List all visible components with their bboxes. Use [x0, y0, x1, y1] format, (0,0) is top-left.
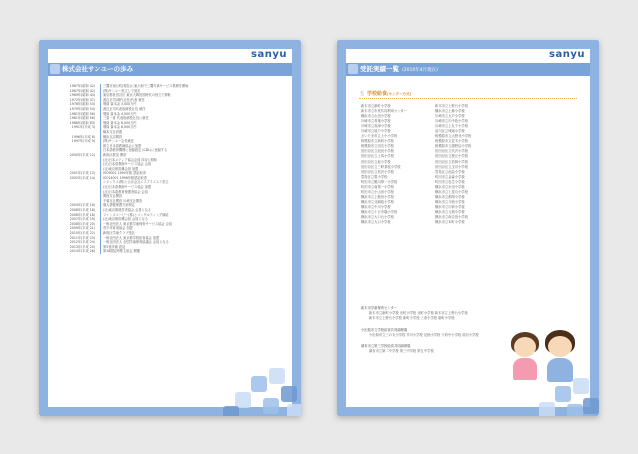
facility-group-item: 新木市立新町小学校 北町小学校 北町小学校 新木市立上野台小学校 [369, 311, 468, 316]
timeline-year: 1972年(昭和 47) [69, 97, 95, 102]
history-timeline [59, 84, 285, 254]
timeline-event: 第18期定時株主総会 開催 [103, 249, 140, 254]
school-item: 横浜市立今宿小学校 [435, 199, 465, 204]
school-item: 川崎市立上丸子小学校 [435, 124, 468, 129]
page-subtitle: (2010年4月現在) [402, 68, 438, 73]
school-item: 横浜市立十日市場小学校 [361, 209, 398, 214]
school-item: 横浜市立南吉田小学校 [435, 215, 468, 220]
school-item: 横浜市立中川小学校 [361, 204, 391, 209]
school-item: 世田谷区立桜丘小学校 [435, 154, 468, 159]
timeline-year: 1991年(平成 3) [71, 125, 95, 130]
school-item: 世田谷区立松沢小学校 [361, 169, 394, 174]
school-item: 町田市立忠生小学校 [435, 179, 465, 184]
school-item: 町田市立金森小学校 [435, 174, 465, 179]
timeline-year: 2010年(平成 22) [69, 231, 95, 235]
school-column-1 [361, 104, 407, 225]
section-title: 学校給食 [366, 91, 387, 97]
timeline-year: 2002年(平成 14) [69, 175, 95, 180]
school-item: 豊島区立池袋小学校 [435, 169, 465, 174]
timeline-event: 関西支社開設 [103, 194, 123, 199]
school-item: 新木市立新町小学校 [361, 104, 391, 108]
timeline-event: (社)東京都経営者協会 会員となる [103, 208, 152, 213]
facility-group [361, 344, 479, 354]
timeline-event: (社)東京都指導会員 加盟 [103, 166, 139, 171]
timeline-event: ファンズエーピー(株)とコンサルティング締結 [103, 212, 169, 217]
timeline-event: 増資 資本金 3,000万円 [103, 102, 137, 107]
timeline-event: (社)東京都指導会員 会員となる [103, 217, 148, 222]
timeline-event: 個人情報保護方針制定 [103, 203, 135, 208]
facility-group-item: 調布市立第二中学校 第三中学校 第五中学校 [369, 349, 434, 354]
school-item: 横浜市立都岡小学校 [435, 194, 465, 199]
school-item: 横浜市立川和小学校 [435, 204, 465, 209]
timeline-event: ISO14001 1996年版認証取得 [103, 175, 147, 180]
section-divider [359, 98, 577, 99]
puzzle-icon [50, 64, 60, 74]
timeline-event: 増資 資本金 8,000万円 [103, 125, 137, 130]
facility-group [361, 306, 479, 322]
timeline-year: 2009年(平成 21) [69, 226, 95, 231]
school-item: 横浜市立山田小学校 [361, 114, 391, 119]
school-item: 相模原市立田名小学校 [361, 144, 394, 149]
history-page [39, 40, 301, 416]
timeline-event: 新宿区学童クラブ受託 [103, 231, 135, 235]
school-item: 新木市立上野台小学校 [435, 104, 468, 108]
page-title-bar [48, 63, 292, 76]
puzzle-icon [348, 64, 358, 74]
school-item: 横浜市立永田小学校 [435, 184, 465, 189]
facility-group-item: 小田原市立三の丸小学校 早川小学校 足柄小学校 下府中小学校 前羽小学校 [369, 332, 479, 337]
timeline-event: (株)サンユー設立しで発足 [103, 88, 141, 93]
timeline-event: (社)日本語教師サービス協会 会員 [103, 162, 152, 167]
timeline-line [98, 249, 103, 254]
brand-logo: sanyu [251, 49, 287, 60]
timeline-event: 三鷹市南台町(現在)に東大和で三鷹写真サービス業務を開始 [103, 84, 189, 88]
timeline-event: 青少年育成協会 加盟 [103, 226, 133, 231]
timeline-year: 2006年(平成 18) [69, 212, 95, 217]
school-item: 横浜市立上星川小学校 [435, 189, 468, 194]
puzzle-decoration [509, 346, 599, 416]
facility-group-item: 新木市立上野台小学校 新町小学校 三条小学校 新町小学校 [369, 316, 455, 321]
timeline-event: 増資 資本金 6,000万円 [103, 120, 137, 125]
school-item: 世田谷区立池尻小学校 [361, 149, 394, 154]
school-item: 川崎市立青葉小学校 [361, 119, 391, 124]
school-item: 相模原市立並木小学校 [435, 139, 468, 144]
school-item: さいたま市立上小小学校 [361, 134, 398, 139]
timeline-event: 増資 資本金 4,500万円 [103, 111, 137, 116]
timeline-year: 2014年(平成 26) [69, 249, 95, 254]
timeline-year: 2008年(平成 20) [69, 221, 95, 226]
school-item: 町田市立小山田小学校 [361, 189, 394, 194]
timeline-event: (社)日本メディア協会会員 四谷に移転 [103, 157, 158, 162]
school-item: 世田谷区立若林小学校 [435, 159, 468, 164]
timeline-event: シダックス(株)と合弁会社エスアイエステ設立 [103, 180, 169, 185]
timeline-event: 一般社団法人 東京都学校給食協会 加盟 [103, 235, 160, 240]
fork-knife-icon: 🍴 [359, 91, 367, 97]
timeline-event: 東京都世田谷区 東京大韓民国時代の独立で移転 [103, 93, 171, 98]
facility-group-heading: 小田原市立学校給食共同調理場 [361, 327, 408, 332]
timeline-year: 2007年(平成 19) [69, 217, 95, 222]
school-list [361, 104, 471, 225]
facility-group-heading: 調布市立第三学校給食共同調理場 [361, 344, 411, 349]
timeline-year: 2011年(平成 23) [69, 235, 95, 240]
timeline-year: 1967年(昭和 42) [69, 84, 95, 88]
page-title: 受託実績一覧 [360, 65, 399, 73]
school-item: 川崎市立高津小学校 [361, 124, 391, 129]
timeline-row [59, 249, 285, 254]
school-item: 世田谷区立三軒茶屋小学校 [361, 164, 401, 169]
timeline-event: ISO9001 1994年版 認証取得 [103, 171, 146, 176]
brand-logo: sanyu [549, 49, 585, 60]
school-item: 横浜市立上飯田小学校 [361, 194, 394, 199]
school-item: 横浜市立上郷小学校 [435, 109, 465, 114]
school-item: 川崎市立大戸小学校 [435, 114, 465, 119]
timeline-year: 2013年(平成 25) [69, 244, 95, 249]
timeline-year: 1978年(昭和 53) [69, 102, 95, 107]
puzzle-decoration [211, 346, 301, 416]
school-item: 相模原市立大野北小学校 [435, 134, 472, 139]
school-item: 新木市立市民共同利用センター [361, 109, 408, 114]
timeline-event: 橋本支社設置 [103, 129, 123, 134]
school-item: 川崎市立坂戸小学校 [361, 129, 391, 134]
timeline-year: 1988年(昭和 63) [69, 120, 95, 125]
school-item: 相模原市立淵野辺小学校 [435, 144, 472, 149]
school-item: 町田市立鶴川第一小学校 [361, 179, 398, 184]
timeline-event: (株)サンユー会長就任 [103, 139, 135, 144]
facility-groups [361, 306, 479, 360]
timeline-year: 2012年(平成 24) [69, 240, 95, 245]
school-item: 世田谷区立代沢小学校 [435, 149, 468, 154]
school-item: 世田谷区立玉川小学校 [435, 164, 468, 169]
timeline-year: 1981年(昭和 56) [69, 111, 95, 116]
page-title-bar [346, 63, 590, 76]
page-title: 株式会社サンユーの歩み [62, 65, 134, 73]
school-item: 川崎市立川中島小学校 [435, 119, 468, 124]
section-subtitle: (センター方式) [386, 92, 412, 96]
section-heading [359, 90, 411, 97]
timeline-year: 1969年(昭和 44) [69, 93, 95, 98]
timeline-event: 渡辺正司代表取締役社長 就任 [103, 106, 146, 111]
timeline-event: 一般社団法人 東京都学童保育サービス協会 会員 [103, 221, 172, 226]
timeline-year: 2004年(平成 16) [69, 203, 95, 208]
facility-group [361, 328, 479, 338]
school-item: 横浜市立大口小学校 [361, 220, 391, 225]
timeline-event: 三原一喜 代表取締役社長に就任 [103, 116, 149, 121]
school-item: 横浜市立本町小学校 [435, 220, 465, 225]
school-item: 横浜市立北綱島小学校 [361, 199, 394, 204]
timeline-year: 2001年(平成 13) [69, 171, 95, 176]
timeline-event: 横浜支店開設 [103, 134, 123, 139]
timeline-year: 1979年(昭和 54) [69, 106, 95, 111]
timeline-year: 2000年(平成 12) [69, 152, 95, 157]
results-page [337, 40, 599, 416]
timeline-event: 第3者評価 認証 [103, 244, 126, 249]
facility-group-heading: 新木市学童保育センター [361, 306, 398, 310]
timeline-event: (社)日本語教師サービス協会 加盟 [103, 185, 152, 190]
timeline-year: 2006年(平成 18) [69, 208, 95, 213]
timeline-year: 1981年(昭和 56) [69, 116, 95, 121]
school-item: 豊島区立要小学校 [361, 174, 388, 179]
school-item: 相模原市立新町小学校 [361, 139, 394, 144]
school-column-2 [435, 104, 471, 225]
school-item: 横浜市立大口台小学校 [361, 215, 394, 220]
school-item: 世田谷区立上馬小学校 [361, 154, 394, 159]
timeline-year: 1997年(平成 9) [71, 139, 95, 144]
timeline-year: 1996年(平成 8) [71, 134, 95, 139]
school-item: 横浜市立元街小学校 [435, 209, 465, 214]
school-item: 世田谷区立砧小学校 [361, 159, 391, 164]
school-item: 町田市立南第一小学校 [361, 184, 394, 189]
timeline-event: 渡辺正司(現代社長)代表 就任 [103, 97, 145, 102]
timeline-event: 都立日本語教師協会に加盟 [103, 143, 142, 148]
timeline-event: 新宿区教室 開設 [103, 152, 127, 157]
timeline-year: 1967年(昭和 42) [69, 88, 95, 93]
school-item: 品川区立城南小学校 [435, 129, 465, 134]
timeline-event: 一般社団法人 全国学童保育協議会 会員となる [103, 240, 169, 245]
timeline-event: (社)日本語教育保護者協会 会員 [103, 189, 148, 194]
timeline-event: 日本語教育機関に登録認定 (CDL)に登録する [103, 148, 168, 153]
timeline-event: 千葉支社開設 川崎支社開設 [103, 198, 143, 203]
